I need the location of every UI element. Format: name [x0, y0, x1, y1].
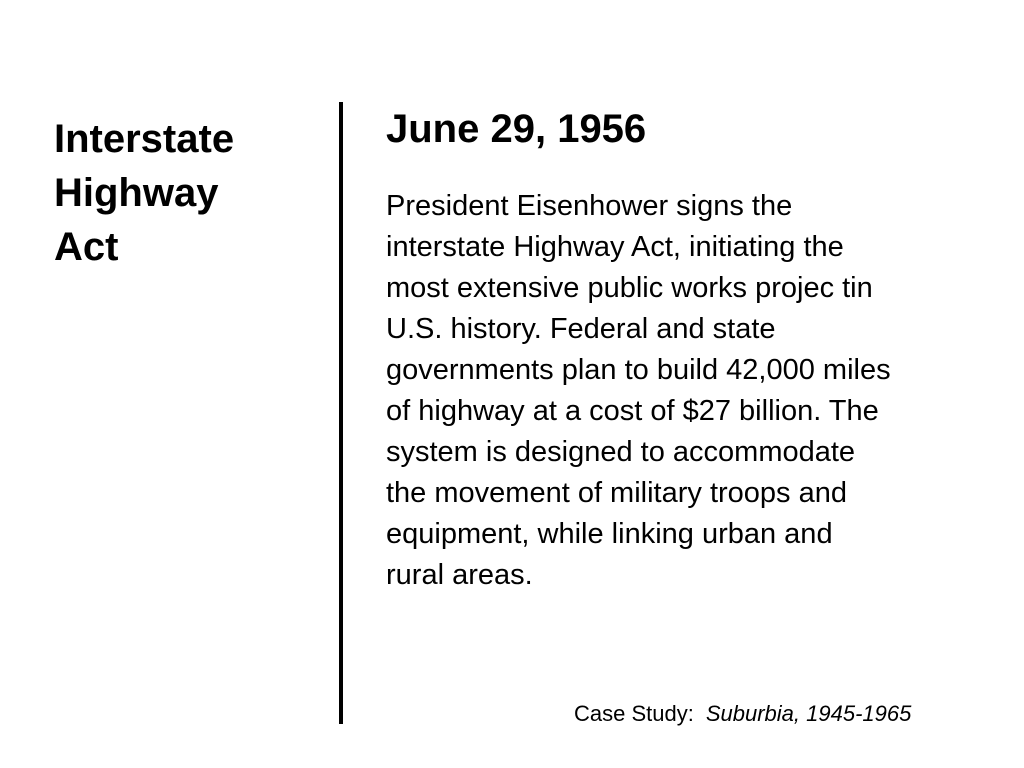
description-line: system is designed to accommodate [386, 436, 856, 468]
description-line: rural areas. [386, 559, 533, 591]
title-line: Highway [54, 171, 219, 215]
description-line: President Eisenhower signs the [386, 190, 793, 222]
description-line: governments plan to build 42,000 miles [386, 354, 891, 386]
title-line: Interstate [54, 117, 235, 161]
footer-source-title: Suburbia, 1945-1965 [705, 701, 912, 726]
description-line: the movement of military troops and [386, 477, 847, 509]
slide-title [54, 112, 314, 274]
description-line: most extensive public works projec tin [386, 272, 873, 304]
description-line: equipment, while linking urban and [386, 518, 833, 550]
description-line: interstate Highway Act, initiating the [386, 231, 844, 263]
footer-source [574, 700, 911, 728]
title-line: Act [54, 225, 119, 269]
vertical-divider [339, 102, 343, 724]
description-line: U.S. history. Federal and state [386, 313, 776, 345]
description-line: of highway at a cost of $27 billion. The [386, 395, 879, 427]
event-description [386, 186, 1006, 596]
event-date: June 29, 1956 [386, 107, 647, 151]
footer-label: Case Study: [574, 701, 694, 726]
